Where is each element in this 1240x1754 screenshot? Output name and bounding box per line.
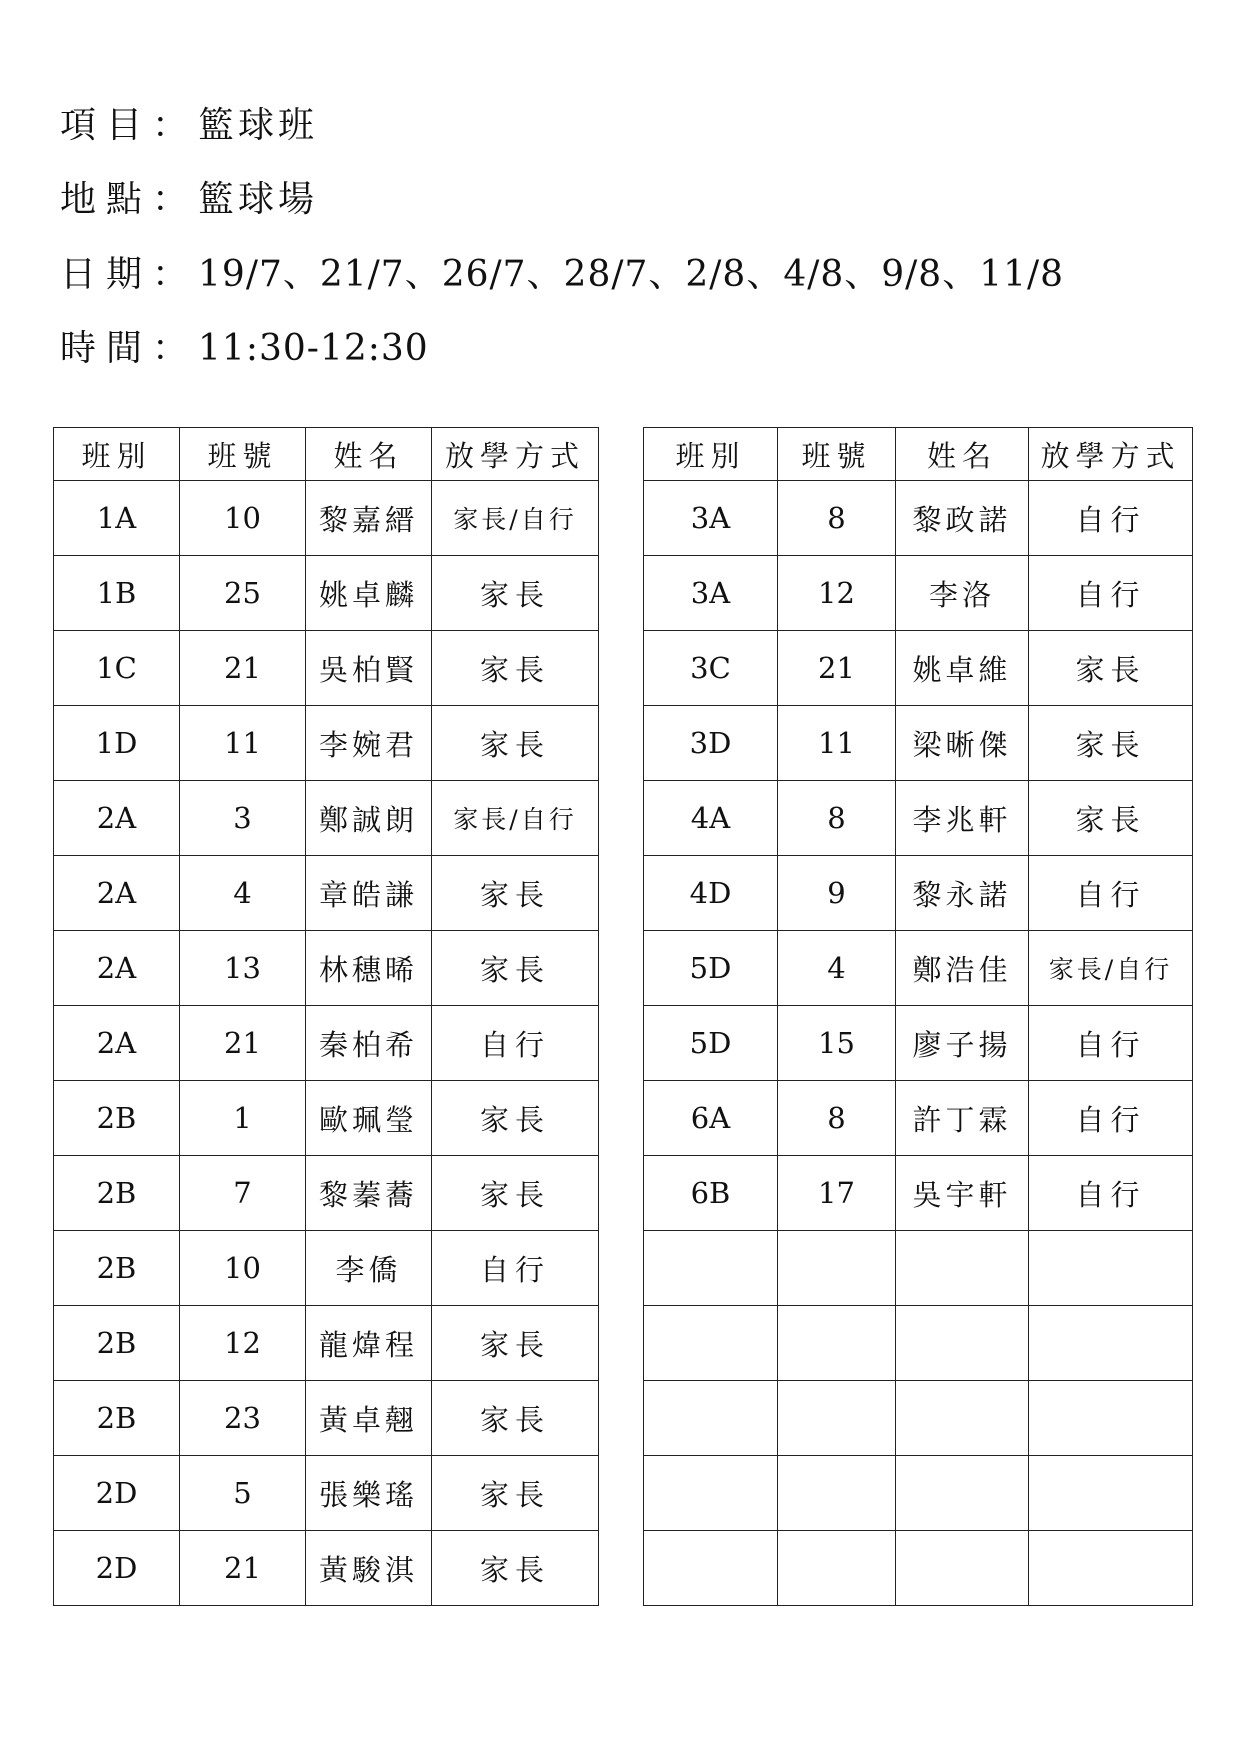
- cell-class: 1B: [54, 556, 180, 631]
- cell-class: 2B: [54, 1081, 180, 1156]
- table-header-row: [54, 428, 599, 481]
- cell-name: 鄭誠朗: [306, 781, 432, 856]
- cell-name: 吳柏賢: [306, 631, 432, 706]
- cell-method: 家長: [432, 856, 599, 931]
- table-row: [54, 856, 599, 931]
- info-location-value: 籃球場: [198, 179, 319, 220]
- header-name: 姓名: [306, 428, 432, 481]
- cell-method: 自行: [1029, 1156, 1193, 1231]
- cell-number: [778, 1306, 896, 1381]
- cell-method: [1029, 1531, 1193, 1606]
- cell-class: 5D: [644, 1006, 778, 1081]
- cell-class: 3C: [644, 631, 778, 706]
- cell-class: 3D: [644, 706, 778, 781]
- table-row: [54, 556, 599, 631]
- cell-name: 歐珮瑩: [306, 1081, 432, 1156]
- info-time-value: 11:30-12:30: [198, 328, 429, 369]
- cell-name: 龍煒程: [306, 1306, 432, 1381]
- info-dates-value: 19/7、21/7、26/7、28/7、2/8、4/8、9/8、11/8: [198, 254, 1065, 295]
- cell-name: 李洛: [896, 556, 1029, 631]
- cell-class: 4D: [644, 856, 778, 931]
- cell-method: 家長: [432, 631, 599, 706]
- cell-number: 4: [180, 856, 306, 931]
- header-class: 班別: [644, 428, 778, 481]
- table-row: [644, 931, 1193, 1006]
- cell-number: 12: [180, 1306, 306, 1381]
- cell-name: 黃卓翹: [306, 1381, 432, 1456]
- cell-class: 6B: [644, 1156, 778, 1231]
- cell-number: 11: [778, 706, 896, 781]
- cell-name: 章皓謙: [306, 856, 432, 931]
- cell-name: 黎蓁蕎: [306, 1156, 432, 1231]
- table-row: [54, 1081, 599, 1156]
- cell-class: 2B: [54, 1231, 180, 1306]
- cell-method: 家長: [1029, 631, 1193, 706]
- cell-class: 2D: [54, 1531, 180, 1606]
- cell-class: 2A: [54, 781, 180, 856]
- cell-number: 3: [180, 781, 306, 856]
- table-row: [644, 1006, 1193, 1081]
- table-row: [54, 931, 599, 1006]
- cell-class: 1D: [54, 706, 180, 781]
- cell-method: 家長: [432, 1381, 599, 1456]
- cell-name: 張樂瑤: [306, 1456, 432, 1531]
- table-row: [644, 481, 1193, 556]
- cell-method: 家長/自行: [432, 481, 599, 556]
- cell-number: [778, 1381, 896, 1456]
- cell-number: 21: [778, 631, 896, 706]
- table-row: [644, 706, 1193, 781]
- cell-class: [644, 1306, 778, 1381]
- cell-method: 家長: [1029, 781, 1193, 856]
- cell-method: 自行: [432, 1006, 599, 1081]
- cell-name: 黎政諾: [896, 481, 1029, 556]
- cell-method: 家長/自行: [432, 781, 599, 856]
- cell-name: 鄭浩佳: [896, 931, 1029, 1006]
- table-row: [54, 1231, 599, 1306]
- cell-class: [644, 1531, 778, 1606]
- cell-method: 家長: [1029, 706, 1193, 781]
- cell-number: 21: [180, 1531, 306, 1606]
- info-dates: [60, 253, 1064, 297]
- table-row: [644, 1156, 1193, 1231]
- cell-number: [778, 1456, 896, 1531]
- cell-number: [778, 1231, 896, 1306]
- cell-class: [644, 1231, 778, 1306]
- cell-method: 家長: [432, 1531, 599, 1606]
- cell-name: [896, 1456, 1029, 1531]
- cell-class: 6A: [644, 1081, 778, 1156]
- cell-name: 姚卓維: [896, 631, 1029, 706]
- cell-name: 黎永諾: [896, 856, 1029, 931]
- cell-name: 李婉君: [306, 706, 432, 781]
- cell-method: 家長: [432, 706, 599, 781]
- cell-name: [896, 1231, 1029, 1306]
- cell-class: 5D: [644, 931, 778, 1006]
- table-row: [644, 1231, 1193, 1306]
- cell-class: 1A: [54, 481, 180, 556]
- cell-class: 2B: [54, 1381, 180, 1456]
- table-row: [54, 631, 599, 706]
- table-row: [644, 781, 1193, 856]
- cell-class: 1C: [54, 631, 180, 706]
- table-row: [54, 1531, 599, 1606]
- cell-method: 自行: [1029, 1081, 1193, 1156]
- cell-name: 廖子揚: [896, 1006, 1029, 1081]
- table-row: [54, 1306, 599, 1381]
- cell-class: 2A: [54, 931, 180, 1006]
- cell-method: 自行: [1029, 856, 1193, 931]
- cell-class: 2A: [54, 856, 180, 931]
- cell-number: 4: [778, 931, 896, 1006]
- cell-name: 許丁霖: [896, 1081, 1029, 1156]
- cell-name: [896, 1306, 1029, 1381]
- cell-class: 2A: [54, 1006, 180, 1081]
- table-row: [644, 1081, 1193, 1156]
- cell-name: [896, 1381, 1029, 1456]
- info-dates-label: 日期：: [60, 254, 199, 295]
- cell-number: 9: [778, 856, 896, 931]
- cell-class: [644, 1381, 778, 1456]
- cell-method: 家長: [432, 1081, 599, 1156]
- table-row: [644, 1456, 1193, 1531]
- cell-number: 12: [778, 556, 896, 631]
- cell-method: [1029, 1381, 1193, 1456]
- table-row: [54, 1156, 599, 1231]
- cell-class: [644, 1456, 778, 1531]
- cell-number: 10: [180, 1231, 306, 1306]
- table-row: [644, 1381, 1193, 1456]
- header-class: 班別: [54, 428, 180, 481]
- cell-number: 23: [180, 1381, 306, 1456]
- cell-method: [1029, 1306, 1193, 1381]
- header-method: 放學方式: [1029, 428, 1193, 481]
- header-name: 姓名: [896, 428, 1029, 481]
- cell-name: 黎嘉縉: [306, 481, 432, 556]
- cell-class: 4A: [644, 781, 778, 856]
- cell-number: 8: [778, 1081, 896, 1156]
- table-row: [644, 631, 1193, 706]
- roster-body-left: [54, 481, 599, 1606]
- cell-class: 2B: [54, 1156, 180, 1231]
- cell-number: 21: [180, 631, 306, 706]
- cell-number: 7: [180, 1156, 306, 1231]
- info-location-label: 地點：: [60, 179, 199, 220]
- cell-name: 李兆軒: [896, 781, 1029, 856]
- info-item: [60, 104, 318, 148]
- header-number: 班號: [180, 428, 306, 481]
- cell-number: 8: [778, 781, 896, 856]
- cell-method: 家長/自行: [1029, 931, 1193, 1006]
- header-method: 放學方式: [432, 428, 599, 481]
- info-location: [60, 178, 318, 222]
- cell-name: 姚卓麟: [306, 556, 432, 631]
- cell-name: [896, 1531, 1029, 1606]
- cell-name: 梁晰傑: [896, 706, 1029, 781]
- cell-number: 15: [778, 1006, 896, 1081]
- cell-number: 1: [180, 1081, 306, 1156]
- info-item-value: 籃球班: [198, 105, 319, 146]
- cell-name: 秦柏希: [306, 1006, 432, 1081]
- roster-body-right: [644, 481, 1193, 1606]
- table-header-row: [644, 428, 1193, 481]
- cell-name: 李僑: [306, 1231, 432, 1306]
- roster-table-left: [53, 427, 599, 1606]
- cell-method: 家長: [432, 1306, 599, 1381]
- cell-number: 25: [180, 556, 306, 631]
- cell-name: 黃駿淇: [306, 1531, 432, 1606]
- cell-number: 21: [180, 1006, 306, 1081]
- cell-method: 自行: [1029, 556, 1193, 631]
- table-row: [54, 1006, 599, 1081]
- cell-class: 3A: [644, 481, 778, 556]
- cell-name: 林穗晞: [306, 931, 432, 1006]
- info-time-label: 時間：: [60, 328, 199, 369]
- cell-number: 17: [778, 1156, 896, 1231]
- cell-number: 13: [180, 931, 306, 1006]
- cell-method: [1029, 1456, 1193, 1531]
- cell-number: 11: [180, 706, 306, 781]
- table-row: [644, 1531, 1193, 1606]
- table-row: [54, 1456, 599, 1531]
- cell-number: 8: [778, 481, 896, 556]
- cell-method: 自行: [1029, 481, 1193, 556]
- info-item-label: 項目：: [60, 105, 199, 146]
- roster-table-right: [643, 427, 1193, 1606]
- info-time: [60, 327, 429, 371]
- cell-class: 2B: [54, 1306, 180, 1381]
- cell-method: 家長: [432, 1156, 599, 1231]
- cell-class: 3A: [644, 556, 778, 631]
- cell-number: 5: [180, 1456, 306, 1531]
- cell-method: 自行: [432, 1231, 599, 1306]
- table-row: [54, 1381, 599, 1456]
- cell-number: 10: [180, 481, 306, 556]
- cell-method: 家長: [432, 931, 599, 1006]
- table-row: [54, 481, 599, 556]
- cell-method: [1029, 1231, 1193, 1306]
- cell-method: 家長: [432, 556, 599, 631]
- cell-name: 吳宇軒: [896, 1156, 1029, 1231]
- table-row: [54, 781, 599, 856]
- table-row: [54, 706, 599, 781]
- table-row: [644, 1306, 1193, 1381]
- table-row: [644, 556, 1193, 631]
- cell-class: 2D: [54, 1456, 180, 1531]
- cell-number: [778, 1531, 896, 1606]
- cell-method: 自行: [1029, 1006, 1193, 1081]
- cell-method: 家長: [432, 1456, 599, 1531]
- table-row: [644, 856, 1193, 931]
- header-number: 班號: [778, 428, 896, 481]
